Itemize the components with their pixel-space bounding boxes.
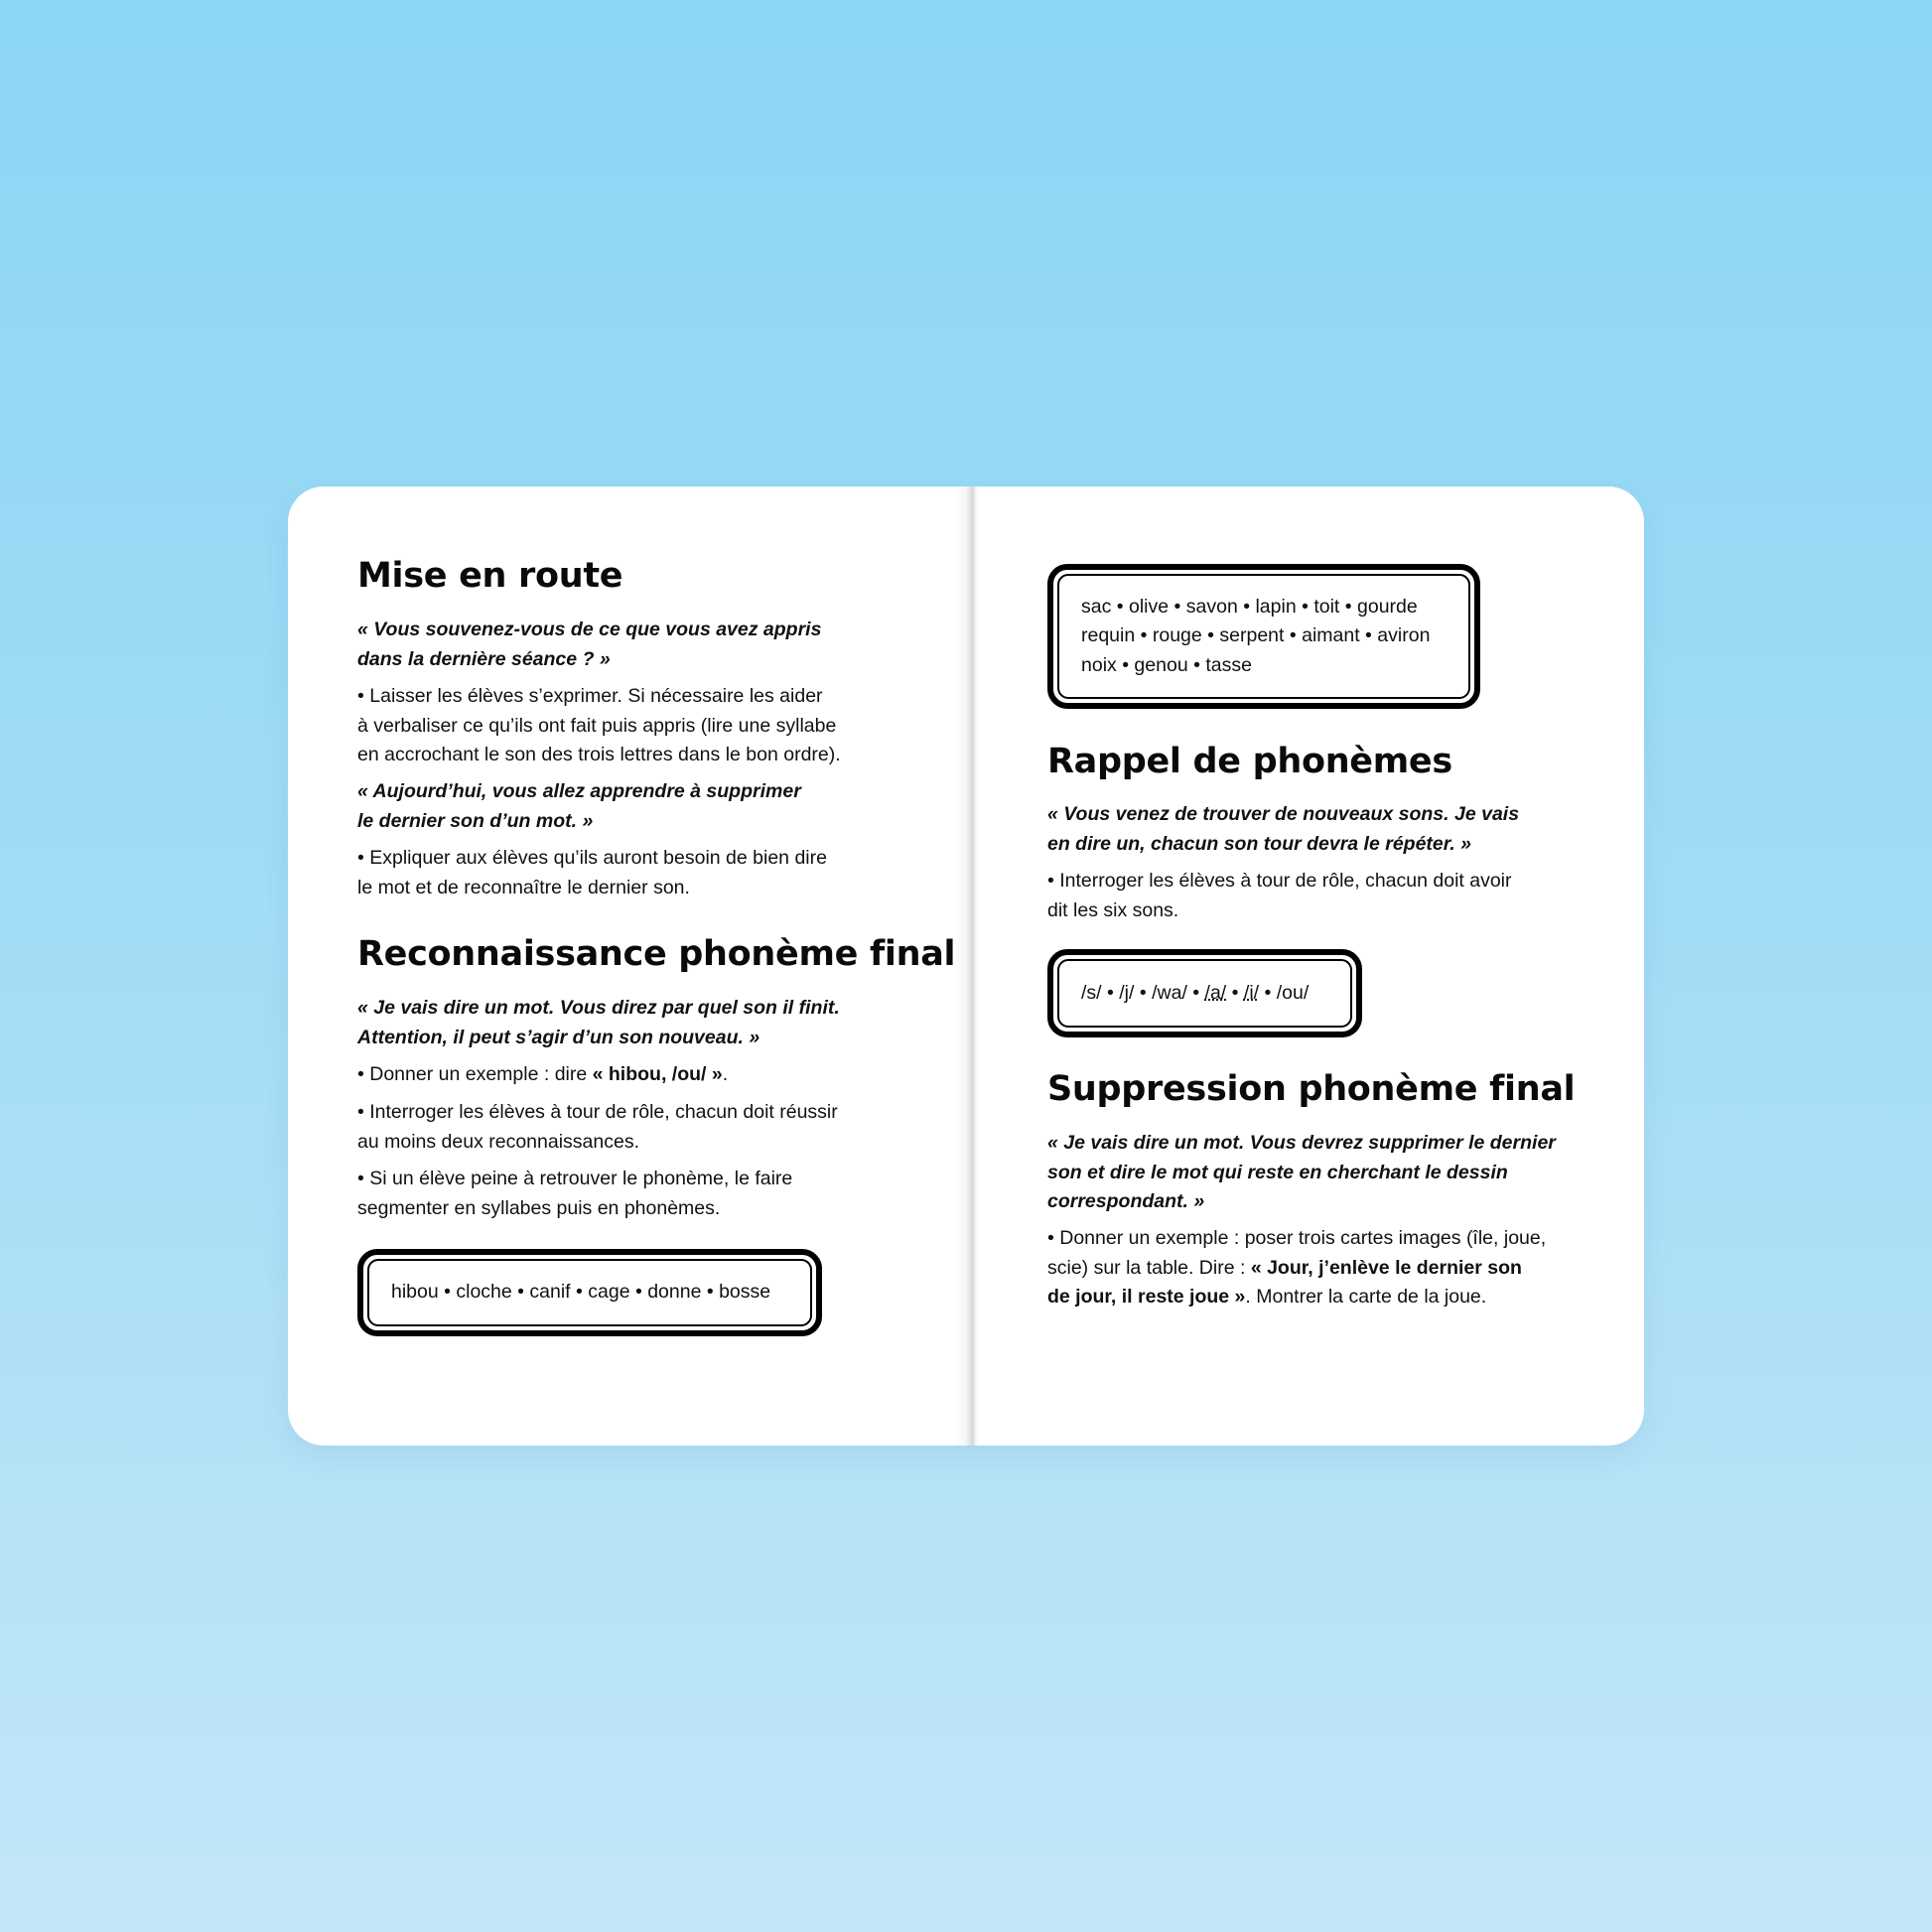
quote-souvenez-vous: « Vous souvenez-vous de ce que vous avez appris dans la dernière séance ? »	[357, 619, 822, 670]
instruction-cartes-images: • Donner un exemple : poser trois cartes images (île, joue, scie) sur la table. Dire : « Jour, j’enlève le dernier son de jour, il reste joue ». Montrer la carte de la joue.	[1047, 1224, 1546, 1312]
quote-nouveaux-sons: « Vous venez de trouver de nouveaux sons. Je vais en dire un, chacun son tour devra le répéter. »	[1047, 803, 1520, 855]
instruction-expliquer: • Expliquer aux élèves qu’ils auront besoin de bien dire le mot et de reconnaître le dernier son.	[357, 844, 827, 902]
book-spine	[955, 486, 979, 1446]
word-list-hibou: hibou • cloche • canif • cage • donne • bosse	[391, 1281, 771, 1304]
section-title-rappel: Rappel de phonèmes	[1047, 742, 1452, 781]
quote-supprimer-dernier: « Je vais dire un mot. Vous devrez supprimer le dernier son et dire le mot qui reste en cherchant le dessin correspondant. »	[1047, 1132, 1556, 1212]
word-list-box-sac	[1047, 564, 1480, 709]
phoneme-box	[1047, 949, 1362, 1037]
word-list-sac: sac • olive • savon • lapin • toit • gourde requin • rouge • serpent • aimant • aviron noix • genou • tasse	[1081, 595, 1431, 676]
phoneme-list: /s/ • /j/ • /wa/ • /a/ • /i/ • /ou/	[1081, 981, 1310, 1004]
section-title-mise-en-route: Mise en route	[357, 556, 623, 596]
instruction-laisser-exprimer: • Laisser les élèves s’exprimer. Si nécessaire les aider à verbaliser ce qu’ils ont fait puis appris (lire une syllabe en accrochant le son des trois lettres dans le bon ordre).	[357, 682, 841, 770]
quote-aujourdhui: « Aujourd’hui, vous allez apprendre à supprimer le dernier son d’un mot. »	[357, 780, 801, 832]
booklet-spread	[288, 486, 1644, 1446]
instruction-segmenter: • Si un élève peine à retrouver le phonème, le faire segmenter en syllabes puis en phonèmes.	[357, 1165, 792, 1223]
word-list-box-hibou	[357, 1249, 822, 1336]
instruction-donner-exemple: • Donner un exemple : dire « hibou, /ou/ ».	[357, 1060, 728, 1090]
section-title-reconnaissance: Reconnaissance phonème final	[357, 934, 956, 974]
quote-je-vais-dire-finit: « Je vais dire un mot. Vous direz par quel son il finit. Attention, il peut s’agir d’un son nouveau. »	[357, 997, 840, 1048]
instruction-interroger-reussir: • Interroger les élèves à tour de rôle, chacun doit réussir au moins deux reconnaissances.	[357, 1098, 838, 1157]
instruction-six-sons: • Interroger les élèves à tour de rôle, chacun doit avoir dit les six sons.	[1047, 867, 1512, 925]
section-title-suppression: Suppression phonème final	[1047, 1069, 1576, 1109]
